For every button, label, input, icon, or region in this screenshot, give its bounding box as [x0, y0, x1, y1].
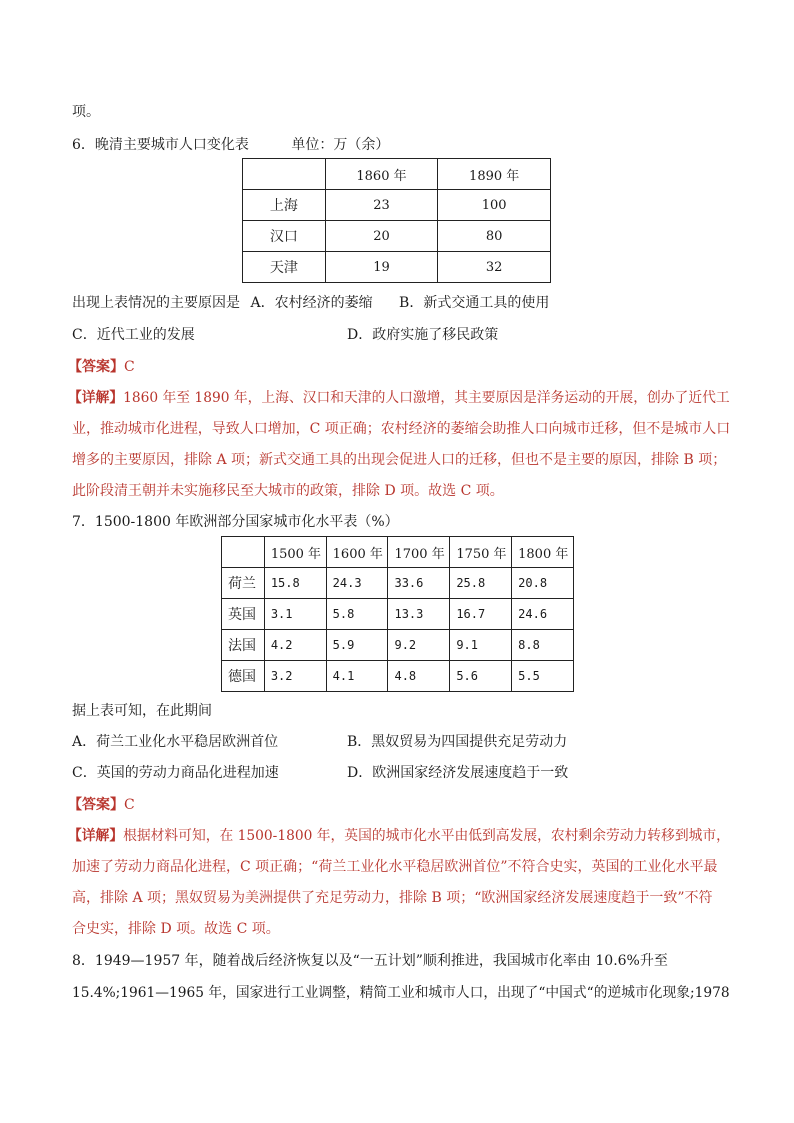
question-6-unit: 单位：万（余） [291, 137, 390, 153]
table-header-cell: 1860 年 [325, 159, 438, 190]
table-header-cell: 1890 年 [438, 159, 551, 190]
preceding-text: 项。 [72, 104, 100, 120]
answer-6 [68, 358, 135, 376]
table-cell: 8.8 [512, 630, 574, 661]
table-cell: 13.3 [388, 599, 450, 630]
table-cell: 5.6 [450, 661, 512, 692]
question-6-stem [72, 136, 389, 154]
table-header-row [243, 159, 551, 190]
table-row [222, 661, 574, 692]
answer-label: 【答案】 [68, 359, 124, 375]
detail-label: 【详解】 [68, 390, 124, 406]
detail-6-line-1 [68, 389, 730, 407]
detail-text: 根据材料可知，在 1500-1800 年，英国的城市化水平由低到高发展，农村剩余劳动力转移到城市， [123, 828, 730, 844]
row-label: 天津 [243, 252, 326, 283]
table-row [222, 599, 574, 630]
option-b: B．新式交通工具的使用 [399, 295, 550, 311]
table-header-cell: 1600 年 [326, 537, 388, 568]
table-cell: 33.6 [388, 568, 450, 599]
detail-6-line-4: 此阶段清王朝并未实施移民至大城市的政策，排除 D 项。故选 C 项。 [72, 483, 504, 499]
option-b: B．黑奴贸易为四国提供充足劳动力 [347, 734, 568, 750]
table-cell: 80 [438, 221, 551, 252]
question-8-line-1: 8．1949—1957 年，随着战后经济恢复以及“一五计划”顺利推进，我国城市化率由 10.6%升至 [72, 953, 668, 969]
row-label: 汉口 [243, 221, 326, 252]
table-row [243, 221, 551, 252]
table-header-cell: 1700 年 [388, 537, 450, 568]
question-7-stem: 7．1500-1800 年欧洲部分国家城市化水平表（%） [72, 514, 399, 530]
table-row [243, 190, 551, 221]
detail-7-line-2: 加速了劳动力商品化进程，C 项正确；“荷兰工业化水平稳居欧洲首位”不符合史实，英国的工业化水平最 [72, 859, 718, 875]
table-cell: 5.5 [512, 661, 574, 692]
table-cell: 32 [438, 252, 551, 283]
answer-label: 【答案】 [68, 797, 124, 813]
table-header-cell [243, 159, 326, 190]
urbanization-table [221, 536, 574, 692]
table-header-cell: 1800 年 [512, 537, 574, 568]
table-cell: 20 [325, 221, 438, 252]
table-cell: 9.2 [388, 630, 450, 661]
detail-7-line-1 [68, 827, 730, 845]
row-label: 英国 [222, 599, 265, 630]
option-d: D．政府实施了移民政策 [347, 327, 499, 343]
row-label: 荷兰 [222, 568, 265, 599]
table-cell: 25.8 [450, 568, 512, 599]
table-cell: 100 [438, 190, 551, 221]
table-cell: 23 [325, 190, 438, 221]
table-header-cell: 1500 年 [264, 537, 326, 568]
table-cell: 15.8 [264, 568, 326, 599]
detail-7-line-3: 高，排除 A 项；黑奴贸易为美洲提供了充足劳动力，排除 B 项；“欧洲国家经济发展速度趋于一致”不符 [72, 890, 713, 906]
table-cell: 4.8 [388, 661, 450, 692]
detail-7-line-4: 合史实，排除 D 项。故选 C 项。 [72, 921, 280, 937]
table-cell: 20.8 [512, 568, 574, 599]
table-cell: 5.8 [326, 599, 388, 630]
question-7-question: 据上表可知，在此期间 [72, 703, 212, 719]
detail-label: 【详解】 [68, 828, 124, 844]
city-population-table [242, 158, 551, 283]
table-cell: 3.2 [264, 661, 326, 692]
table-cell: 9.1 [450, 630, 512, 661]
table-cell: 3.1 [264, 599, 326, 630]
answer-value: C [124, 359, 135, 375]
row-label: 德国 [222, 661, 265, 692]
answer-7 [68, 796, 135, 814]
table-cell: 4.2 [264, 630, 326, 661]
table-cell: 24.6 [512, 599, 574, 630]
table-row [222, 568, 574, 599]
question-6-question: 出现上表情况的主要原因是 [72, 295, 240, 311]
table-cell: 19 [325, 252, 438, 283]
table-row [222, 630, 574, 661]
option-a: A．荷兰工业化水平稳居欧洲首位 [72, 734, 279, 750]
detail-6-line-3: 增多的主要原因，排除 A 项；新式交通工具的出现会促进人口的迁移，但也不是主要的原因，排除 B 项； [72, 452, 727, 468]
table-cell: 5.9 [326, 630, 388, 661]
answer-value: C [124, 797, 135, 813]
table-header-row [222, 537, 574, 568]
detail-text: 1860 年至 1890 年，上海、汉口和天津的人口激增，其主要原因是洋务运动的开展，创办了近代工 [123, 390, 730, 406]
table-cell: 24.3 [326, 568, 388, 599]
table-cell: 16.7 [450, 599, 512, 630]
table-row [243, 252, 551, 283]
question-6-title: 6．晚清主要城市人口变化表 [72, 137, 249, 153]
table-header-cell: 1750 年 [450, 537, 512, 568]
detail-6-line-2: 业，推动城市化进程，导致人口增加，C 项正确；农村经济的萎缩会助推人口向城市迁移，但不是城市人口 [72, 421, 731, 437]
option-c: C．英国的劳动力商品化进程加速 [72, 765, 279, 781]
option-a: A．农村经济的萎缩 [250, 295, 373, 311]
table-cell: 4.1 [326, 661, 388, 692]
table-header-cell [222, 537, 265, 568]
option-d: D．欧洲国家经济发展速度趋于一致 [347, 765, 569, 781]
row-label: 法国 [222, 630, 265, 661]
question-6-prompt [72, 294, 549, 312]
row-label: 上海 [243, 190, 326, 221]
option-c: C．近代工业的发展 [72, 327, 195, 343]
question-8-line-2: 15.4%;1961—1965 年，国家进行工业调整，精简工业和城市人口，出现了“中国式“的逆城市化现象;1978 [72, 985, 730, 1001]
